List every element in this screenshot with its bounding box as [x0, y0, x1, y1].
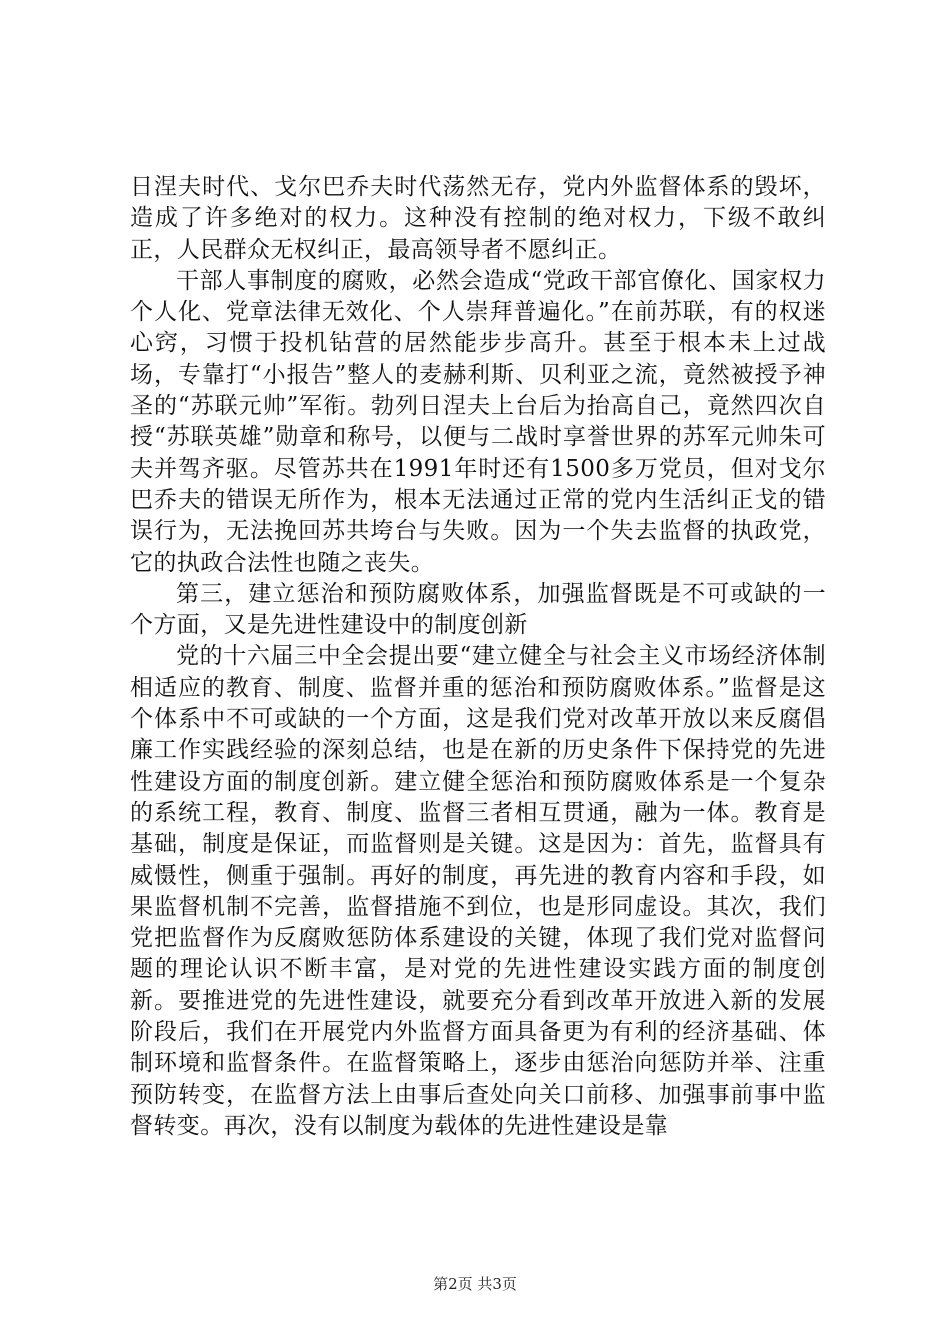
paragraph-4: 党的十六届三中全会提出要“建立健全与社会主义市场经济体制相适应的教育、制度、监督并重的惩治和预防腐败体系。”监督是这个体系中不可或缺的一个方面，这是我们党对改革开放以来反腐倡廉工作实践经验的深刻总结，也是在新的历史条件下保持党的先进性建设方面的制度创新。建立健全惩治和预防腐败体系是一个复杂的系统工程，教育、制度、监督三者相互贯通，融为一体。教育是基础，制度是保证，而监督则是关键。这是因为：首先，监督具有威慑性，侧重于强制。再好的制度，再先进的教育内容和手段，如果监督机制不完善，监督措施不到位，也是形同虚设。其次，我们党把监督作为反腐败惩防体系建设的关键，体现了我们党对监督问题的理论认识不断丰富，是对党的先进性建设实践方面的制度创新。要推进党的先进性建设，就要充分看到改革开放进入新的发展阶段后，我们在开展党内外监督方面具备更为有利的经济基础、体制环境和监督条件。在监督策略上，逐步由惩治向惩防并举、注重预防转变，在监督方法上由事后查处向关口前移、加强事前事中监督转变。再次，没有以制度为载体的先进性建设是靠 [130, 643, 826, 1139]
page-footer: 第2页 共3页 [433, 1275, 517, 1293]
paragraph-3-heading: 第三，建立惩治和预防腐败体系，加强监督既是不可或缺的一个方面，又是先进性建设中的制度创新 [130, 580, 826, 639]
paragraph-2: 干部人事制度的腐败，必然会造成“党政干部官僚化、国家权力个人化、党章法律无效化、个人崇拜普遍化。”在前苏联，有的权迷心窍，习惯于投机钻营的居然能步步高升。甚至于根本未上过战场，专靠打“小报告”整人的麦赫利斯、贝利亚之流，竟然被授予神圣的“苏联元帅”军衔。勃列日涅夫上台后为抬高自己，竟然四次自授“苏联英雄”勋章和称号，以便与二战时享誉世界的苏军元帅朱可夫并驾齐驱。尽管苏共在1991年时还有1500多万党员，但对戈尔巴乔夫的错误无所作为，根本无法通过正常的党内生活纠正戈的错误行为，无法挽回苏共垮台与失败。因为一个失去监督的执政党，它的执政合法性也随之丧失。 [130, 267, 826, 576]
body-text [130, 172, 826, 1142]
paragraph-1: 日涅夫时代、戈尔巴乔夫时代荡然无存，党内外监督体系的毁坏，造成了许多绝对的权力。这种没有控制的绝对权力，下级不敢纠正，人民群众无权纠正，最高领导者不愿纠正。 [130, 174, 826, 263]
